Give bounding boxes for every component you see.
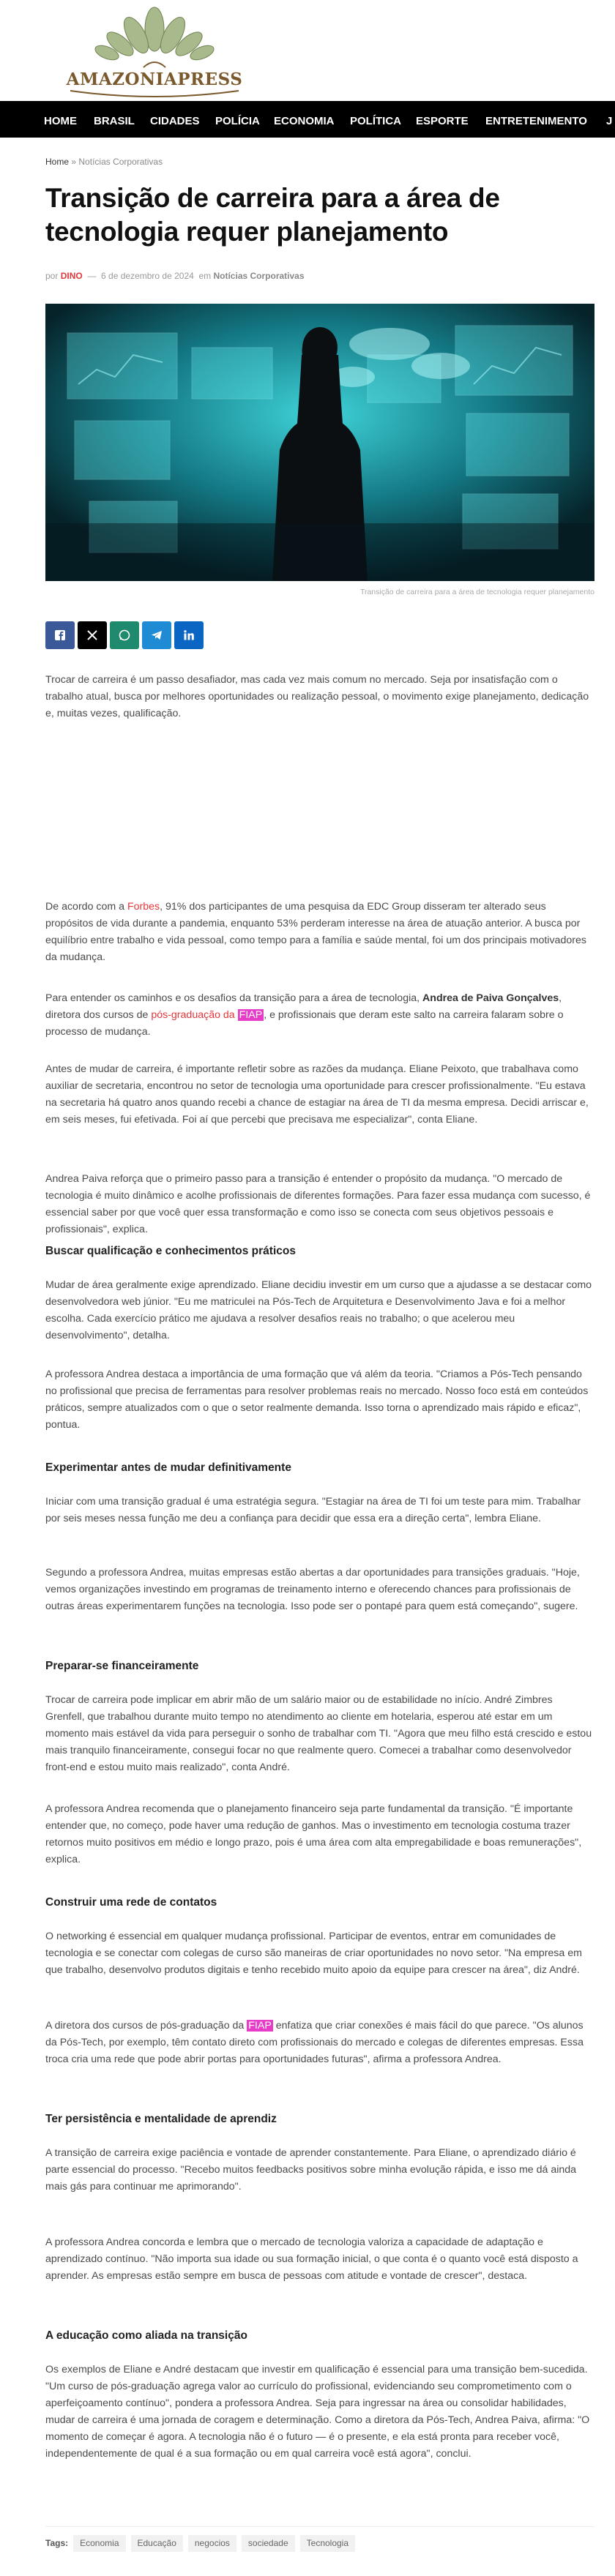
breadcrumb-separator: » xyxy=(71,157,77,167)
paragraph: A diretora dos cursos de pós-graduação da FIAP enfatiza que criar conexões é mais fácil do que parece. "Os alunos da Pós-Tech, por exemplo, têm contato direto com profissionais do mercado e colegas de diferentes empresas. Essa troca cria uma rede que pode abrir portas para oportunidades futuras", afirma a professora Andrea. xyxy=(45,2020,584,2065)
tag-negocios[interactable]: negocios xyxy=(188,2535,236,2552)
tags-bar xyxy=(45,2535,355,2552)
meta-category[interactable]: Notícias Corporativas xyxy=(213,271,305,281)
tag-educacao[interactable]: Educação xyxy=(131,2535,183,2552)
whatsapp-icon xyxy=(119,629,130,641)
tag-sociedade[interactable]: sociedade xyxy=(242,2535,295,2552)
paragraph: De acordo com a Forbes, 91% dos participantes de uma pesquisa da EDC Group disseram ter alterado seus propósitos de vida durante a pandemia, enquanto 53% perderam interesse na área de atuação anterior. A busca por equilíbrio entre trabalho e vida pessoal, como tempo para a família e saúde mental, foi um dos principais motivadores da mudança. xyxy=(45,901,586,963)
tag-tecnologia[interactable]: Tecnologia xyxy=(300,2535,355,2552)
tech-screens-illustration xyxy=(45,304,594,581)
nav-item-politica[interactable]: POLÍTICA xyxy=(350,115,401,127)
section-heading: Buscar qualificação e conhecimentos práticos xyxy=(45,1245,296,1257)
share-facebook-button[interactable] xyxy=(45,621,75,649)
meta-in: em xyxy=(198,271,212,281)
nav-item-more[interactable]: J xyxy=(606,115,613,127)
share-linkedin-button[interactable] xyxy=(174,621,204,649)
meta-author[interactable]: DINO xyxy=(60,271,83,281)
share-whatsapp-button[interactable] xyxy=(110,621,139,649)
section-heading: Experimentar antes de mudar definitivamente xyxy=(45,1461,291,1474)
nav-item-economia[interactable]: ECONOMIA xyxy=(274,115,335,127)
tag-economia[interactable]: Economia xyxy=(73,2535,125,2552)
paragraph: A professora Andrea recomenda que o planejamento financeiro seja parte fundamental da transição. "É importante entender que, no começo, pode haver uma redução de ganhos. Mas o investimento em tecnologia costuma trazer retornos muito positivos em médio e longo prazo, pois é uma área com alta empregabilidade e boas remunerações", explica. xyxy=(45,1803,582,1865)
paragraph: Mudar de área geralmente exige aprendizado. Eliane decidiu investir em um curso que a ajudasse a se destacar como desenvolvedora web júnior. "Eu me matriculei na Pós-Tech de Arquitetura e Desenvolvimento Java e foi a melhor escolha. Cada exercício prático me ajudava a resolver desafios reais no trabalho; o que acelerou meu desenvolvimento", detalha. xyxy=(45,1279,592,1341)
nav-item-policia[interactable]: POLÍCIA xyxy=(215,115,260,127)
nav-item-home[interactable]: HOME xyxy=(44,115,77,127)
main-nav xyxy=(0,101,615,138)
share-telegram-button[interactable] xyxy=(142,621,171,649)
paragraph: A professora Andrea destaca a importância de uma formação que vá além da teoria. "Criamos a Pós-Tech pensando no profissional que precisa de ferramentas para resolver problemas reais no mercado. Nosso foco está em conteúdos práticos, sempre atualizados com o que o setor realmente demanda. Isso torna o aprendizado mais rápido e eficaz", pontua. xyxy=(45,1368,589,1431)
paragraph: Iniciar com uma transição gradual é uma estratégia segura. "Estagiar na área de TI foi um teste para mim. Trabalhar por seis meses nessa função me deu a confiança para decidir que essa era a direção certa", lembra Eliane. xyxy=(45,1496,581,1524)
meta-date: 6 de dezembro de 2024 xyxy=(101,271,194,281)
paragraph: O networking é essencial em qualquer mudança profissional. Participar de eventos, entrar em comunidades de tecnologia e se conectar com colegas de curso são maneiras de criar oportunidades no novo setor. "Na empresa em que trabalho, desenvolvo produtos digitais e tenho recebido muito apoio da equipe para crescer na área", diz André. xyxy=(45,1931,582,1976)
telegram-icon xyxy=(151,629,163,641)
forbes-link[interactable]: Forbes xyxy=(127,901,160,913)
image-caption: Transição de carreira para a área de tecnologia requer planejamento xyxy=(359,588,594,596)
fiap-highlight[interactable]: FIAP xyxy=(239,1009,263,1021)
hero-image xyxy=(45,304,594,581)
fiap-highlight[interactable]: FIAP xyxy=(248,2020,272,2032)
paragraph: Trocar de carreira pode implicar em abrir mão de um salário maior ou de estabilidade no início. André Zimbres Grenfell, que trabalhou durante muito tempo no atendimento ao cliente em hotelaria, esperou até estar em um momento mais estável da vida para perseguir o sonho de trabalhar com TI. "Agora que meu filho está crescido e estou mais tranquilo financeiramente, consegui focar no que realmente quero. Comecei a trabalhar como desenvolvedor front-end e estou muito mais realizado", conta André. xyxy=(45,1694,592,1773)
paragraph: Para entender os caminhos e os desafios da transição para a área de tecnologia, Andrea de Paiva Gonçalves, diretora dos cursos de pós-graduação da FIAP , e profissionais que deram este salto na carreira falaram sobre o processo de mudança. xyxy=(45,992,564,1038)
breadcrumb-current[interactable]: Notícias Corporativas xyxy=(78,157,163,167)
nav-item-esporte[interactable]: ESPORTE xyxy=(416,115,469,127)
nav-item-brasil[interactable]: BRASIL xyxy=(94,115,135,127)
x-icon xyxy=(86,629,98,641)
tags-divider xyxy=(45,2526,594,2527)
nav-item-entretenimento[interactable]: ENTRETENIMENTO xyxy=(485,115,587,127)
section-heading: Construir uma rede de contatos xyxy=(45,1896,217,1909)
breadcrumb xyxy=(45,155,163,169)
linkedin-icon xyxy=(183,629,195,641)
paragraph: A professora Andrea concorda e lembra que o mercado de tecnologia valoriza a capacidade de adaptação e aprendizado contínuo. "Não importa sua idade ou sua formação inicial, o que conta é o quanto você está disposto a aprender. As empresas estão sempre em busca de pessoas com atitude e vontade de crescer", destaca. xyxy=(45,2236,578,2282)
meta-dash: — xyxy=(87,271,97,281)
paragraph: A transição de carreira exige paciência e vontade de aprender constantemente. Para Eliane, o aprendizado diário é parte essencial do processo. "Recebo muitos feedbacks positivos sobre minha evolução rápida, e isso me dá ainda mais gás para continuar me aprimorando". xyxy=(45,2147,577,2193)
share-x-button[interactable] xyxy=(78,621,107,649)
site-header xyxy=(0,0,615,101)
site-logo[interactable] xyxy=(56,0,253,100)
logo-swoosh-icon xyxy=(56,86,253,101)
article-meta xyxy=(45,269,305,283)
article-title: Transição de carreira para a área de tecnologia requer planejamento xyxy=(45,183,500,247)
breadcrumb-home[interactable]: Home xyxy=(45,157,70,167)
leaves-icon xyxy=(56,0,253,70)
paragraph: Os exemplos de Eliane e André destacam que investir em qualificação é essencial para uma transição bem-sucedida. "Um curso de pós-graduação agrega valor ao currículo do profissional, evidenciando seu comprometimento com o aperfeiçoamento contínuo", pondera a professora Andrea. Seja para ingressar na área ou consolidar habilidades, mudar de carreira é uma jornada de coragem e determinação. Como a diretora da Pós-Tech, Andrea Paiva, afirma: "O momento de começar é agora. A tecnologia não é o futuro — é o presente, e ela está pronta para receber você, independentemente de qual é a sua formação ou em qual carreira você está agora", conclui. xyxy=(45,2364,590,2460)
fiap-postgrad-link[interactable]: pós-graduação da xyxy=(151,1009,238,1021)
paragraph: Trocar de carreira é um passo desafiador, mas cada vez mais comum no mercado. Seja por insatisfação com o trabalho atual, busca por melhores oportunidades ou realização pessoal, o movimento exige planejamento, dedicação e, muitas vezes, qualificação. xyxy=(45,674,589,719)
meta-by: por xyxy=(45,271,59,281)
nav-item-cidades[interactable]: CIDADES xyxy=(150,115,200,127)
section-heading: A educação como aliada na transição xyxy=(45,2329,247,2342)
paragraph: Andrea Paiva reforça que o primeiro passo para a transição é entender o propósito da mudança. "O mercado de tecnologia é muito dinâmico e acolhe profissionais de diferentes formações. Para fazer essa mudança com sucesso, é essencial saber por que você quer essa transformação e como isso se conecta com seus objetivos pessoais e profissionais", explica. xyxy=(45,1173,591,1235)
section-heading: Ter persistência e mentalidade de aprendiz xyxy=(45,2113,277,2125)
tags-label: Tags: xyxy=(45,2538,69,2548)
logo-text: AMAZONIAPRESS xyxy=(66,70,243,89)
paragraph: Segundo a professora Andrea, muitas empresas estão abertas a dar oportunidades para transições graduais. "Hoje, vemos organizações investindo em programas de treinamento interno e oferecendo chances para profissionais de outras áreas experimentarem funções na tecnologia. Isso pode ser o pontapé para quem está começando", sugere. xyxy=(45,1567,580,1612)
section-heading: Preparar-se financeiramente xyxy=(45,1660,199,1672)
paragraph: Antes de mudar de carreira, é importante refletir sobre as razões da mudança. Eliane Peixoto, que trabalhava como auxiliar de secretaria, encontrou no setor de tecnologia uma oportunidade para crescer profissionalmente. "Eu estava na secretaria há quatro anos quando recebi a chance de estagiar na área de TI da mesma empresa. Decidi arriscar e, em seis meses, fui efetivada. Foi aí que percebi que precisava me especializar", conta Eliane. xyxy=(45,1063,589,1126)
facebook-icon xyxy=(54,629,66,641)
